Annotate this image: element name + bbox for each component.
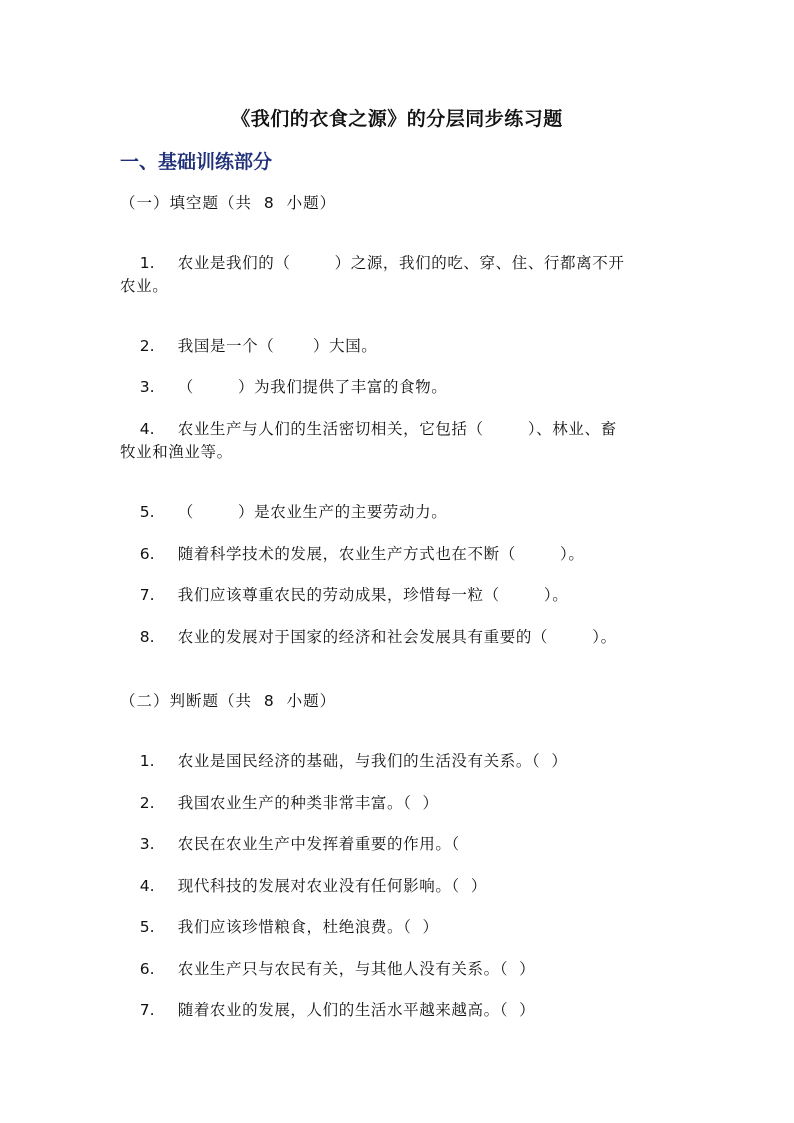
- question-text: （ ）为我们提供了丰富的食物。: [177, 378, 448, 396]
- question-text: 农业的发展对于国家的经济和社会发展具有重要的（ ）。: [177, 628, 617, 646]
- question-text: 农民在农业生产中发挥着重要的作用。（: [177, 835, 460, 853]
- question-number: 8.: [139, 628, 155, 646]
- fill-in-question-4-continuation: 牧业和渔业等。: [120, 443, 233, 461]
- question-text: 我们应该尊重农民的劳动成果，珍惜每一粒（ ）。: [177, 586, 569, 604]
- question-text: （ ）是农业生产的主要劳动力。: [177, 503, 448, 521]
- question-number: 5.: [139, 503, 155, 521]
- question-number: 5.: [139, 918, 155, 936]
- question-number: 4.: [139, 877, 155, 895]
- question-number: 6.: [139, 960, 155, 978]
- question-text: 我们应该珍惜粮食，杜绝浪费。（ ）: [177, 918, 439, 936]
- question-text: 农业是国民经济的基础，与我们的生活没有关系。（ ）: [177, 752, 568, 770]
- question-text: 农业生产只与农民有关，与其他人没有关系。（ ）: [177, 960, 536, 978]
- question-number: 3.: [139, 835, 155, 853]
- subsection-heading-true-false: （二）判断题（共 8 小题）: [120, 692, 337, 710]
- fill-in-question-1-continuation: 农业。: [120, 277, 169, 295]
- document-title: 《我们的衣食之源》的分层同步练习题: [231, 108, 563, 130]
- question-text: 我国农业生产的种类非常丰富。（ ）: [177, 794, 439, 812]
- question-text: 现代科技的发展对农业没有任何影响。（ ）: [177, 877, 487, 895]
- question-text: 我国是一个（ ）大国。: [177, 337, 378, 355]
- question-number: 1.: [139, 752, 155, 770]
- question-number: 3.: [139, 378, 155, 396]
- question-text: 随着农业的发展，人们的生活水平越来越高。（ ）: [177, 1001, 536, 1019]
- question-number: 7.: [139, 1001, 155, 1019]
- question-number: 1.: [139, 254, 155, 272]
- fill-in-question-8: [120, 607, 680, 665]
- question-text: 农业生产与人们的生活密切相关，它包括（ ）、林业、畜: [177, 420, 617, 438]
- question-number: 7.: [139, 586, 155, 604]
- question-text: 农业是我们的（ ）之源，我们的吃、穿、住、行都离不开: [177, 254, 625, 272]
- section-heading-basic-training: 一、基础训练部分: [120, 151, 273, 173]
- question-number: 2.: [139, 794, 155, 812]
- fill-in-question-1: [120, 233, 680, 291]
- question-text: 随着科学技术的发展，农业生产方式也在不断（ ）。: [177, 545, 585, 563]
- question-number: 6.: [139, 545, 155, 563]
- question-number: 2.: [139, 337, 155, 355]
- subsection-heading-fill-in: （一）填空题（共 8 小题）: [120, 194, 337, 212]
- question-number: 4.: [139, 420, 155, 438]
- true-false-question-7: [120, 980, 680, 1038]
